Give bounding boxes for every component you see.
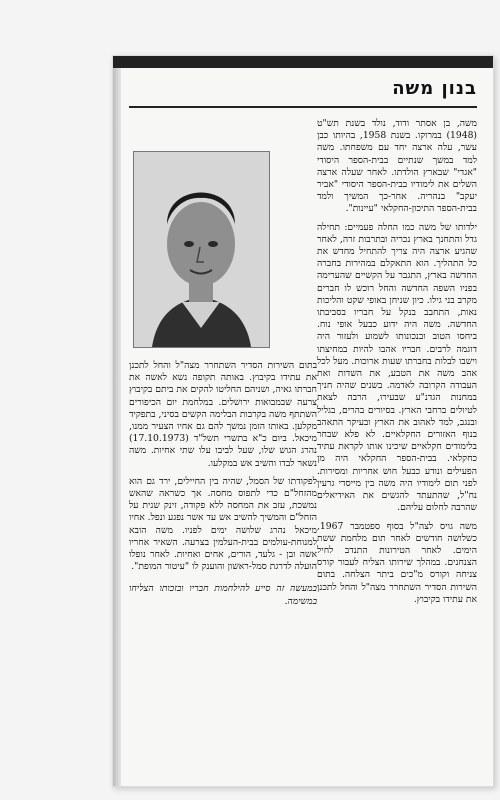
portrait-photo <box>133 151 270 348</box>
article-paragraph: בתום השירות הסדיר השתחרר מצה"ל והחל לתכנן את עתידו בקיבוץ. באותה תקופה נשא לאשה את חברתו גאיה, ושניהם החליטו להקים את ביתם בקיבוץ צרעה שבמבואות ירושלים. במלחמת יום הכיפורים השתתף משה בקרבות הבלימה הקשים בסיני, בתפקיד מקלען. באותו הזמן נמשך להם גם אחיו הצעיר ממנו, מיכאל. ביום כ"א בתשרי תשל"ד (17.10.1973) נהרג הגוש שלו, שעל לביבו עלו שתי אחיות. משה נשאר לבדו והשיב אש במקלעו. <box>129 360 317 469</box>
article-column-right <box>317 118 477 768</box>
article-paragraph: לפקודתו של הסמל, שהיה בין החיילים, ירד גם הוא מהזחל"ם כדי לתפוס מחסה. אך כשראה שהאש נמשכת, עזב את המחסה ללא פקודה, זינק שנית על הזחל"ם והמשיך להשיב אש עד אשר נפגע ונפל. אחיו מיכאל נהרג שלושה ימים לפניו. משה הובא למנוחת-עולמים בבית-העלמין בצרעה. השאיר אחריו אשה ובן - גלעד, הורים, אחים ואחיות. לאחר נופלו הועלה לדרגת סמל-ראשון והוענק לו "עיטור המופת". <box>129 475 317 573</box>
top-dark-bar <box>113 56 493 68</box>
article-closing: במעשה זה סייע להילחמות חבריו ובזכותו הצליחו במשימה. <box>129 583 317 607</box>
article-title: בנון משה <box>392 78 477 99</box>
portrait-photo-svg <box>134 152 269 347</box>
article-paragraph: משה גויס לצה"ל בסוף ספטמבר 1967, כשלושה חודשים לאחר תום מלחמת ששת הימים. לאחר הטירונות התנדב לחיל הצנחנים. במהלך שירותו הצליח לעבור קורס צניחה וקורס מ"כים ביתר הצלחה. בתום השירות הסדיר השתחרר מצה"ל והחל לתכנן את עתידו בקיבוץ. <box>317 520 477 605</box>
article-paragraph: משה, בן אסתר ודוד, נולד בשנת תש"ט (1948) במרוקו. בשנת 1958, בהיותו כבן עשר, עלה ארצה יחד עם משפחתו. משה למד במשך שנתיים בבית-הספר היסודי "אגדי" שבארץ הולדתו. לאחר שעלה ארצה השלים את לימודיו בבית-הספר היסודי "אביר יעקב" בנהריה. אחר-כך המשיך ולמד בבית-הספר התיכון-החקלאי "עיינות". <box>317 118 478 215</box>
newspaper-clipping <box>112 55 494 787</box>
left-shadow-band <box>113 68 121 786</box>
title-rule <box>129 106 477 108</box>
article-column-left <box>129 360 317 770</box>
article-paragraph: ילדותו של משה כמו החלה פעמיים: תחילה גדל והתחנך בארץ נכריה ובתרבות זרה, לאחר שהגיע ארצה היה צריך להתחיל מחדש את כל התהליך. הוא התאקלם במהירות בחברה החדשה בארץ, התגבר על הקשיים שהערימה בפניו השפה החדשה והחל רוכש לו חברים מקרב בני גילו. כיון שניחן באופי שקט והליכות נאות, התחבב בנקל על חבריו בסביבתו החדשה. משה היה ידוע כבעל אופי נוח. ביחסו הטוב ובנכונותו לשמוע ולעזור היה דוגמה לרבים. חבריו אהבו להיות במחיצתו וישבו לבלות בחברתו שעות ארוכות. מעל לכל אהב משה את הטבע, את השדות ואת העבודה הקרובה לאדמה. בשנים שהיה חניך במחנות הגדנ"ע שבעירו, הרבה לצאת לטיולים ברחבי הארץ. בסיורים בהרים, בגליל ובנגב, למד לאהוב את הארץ ובעיקר התאהב בנוף האזורים החקלאיים. לא פלא שבחר בלימודים חקלאיים שיכינו אותו לקראת עתיד כחקלאי. בבית-הספר החקלאי היה מן הפעילים ונודע כבעל חוש אחריות ומסירות. לפני תום לימודיו היה משה בין מייסדי גרעין נח"ל, שהתעתד להגשים את האידיאלים שהרבה לחלום עליהם. <box>317 221 477 514</box>
